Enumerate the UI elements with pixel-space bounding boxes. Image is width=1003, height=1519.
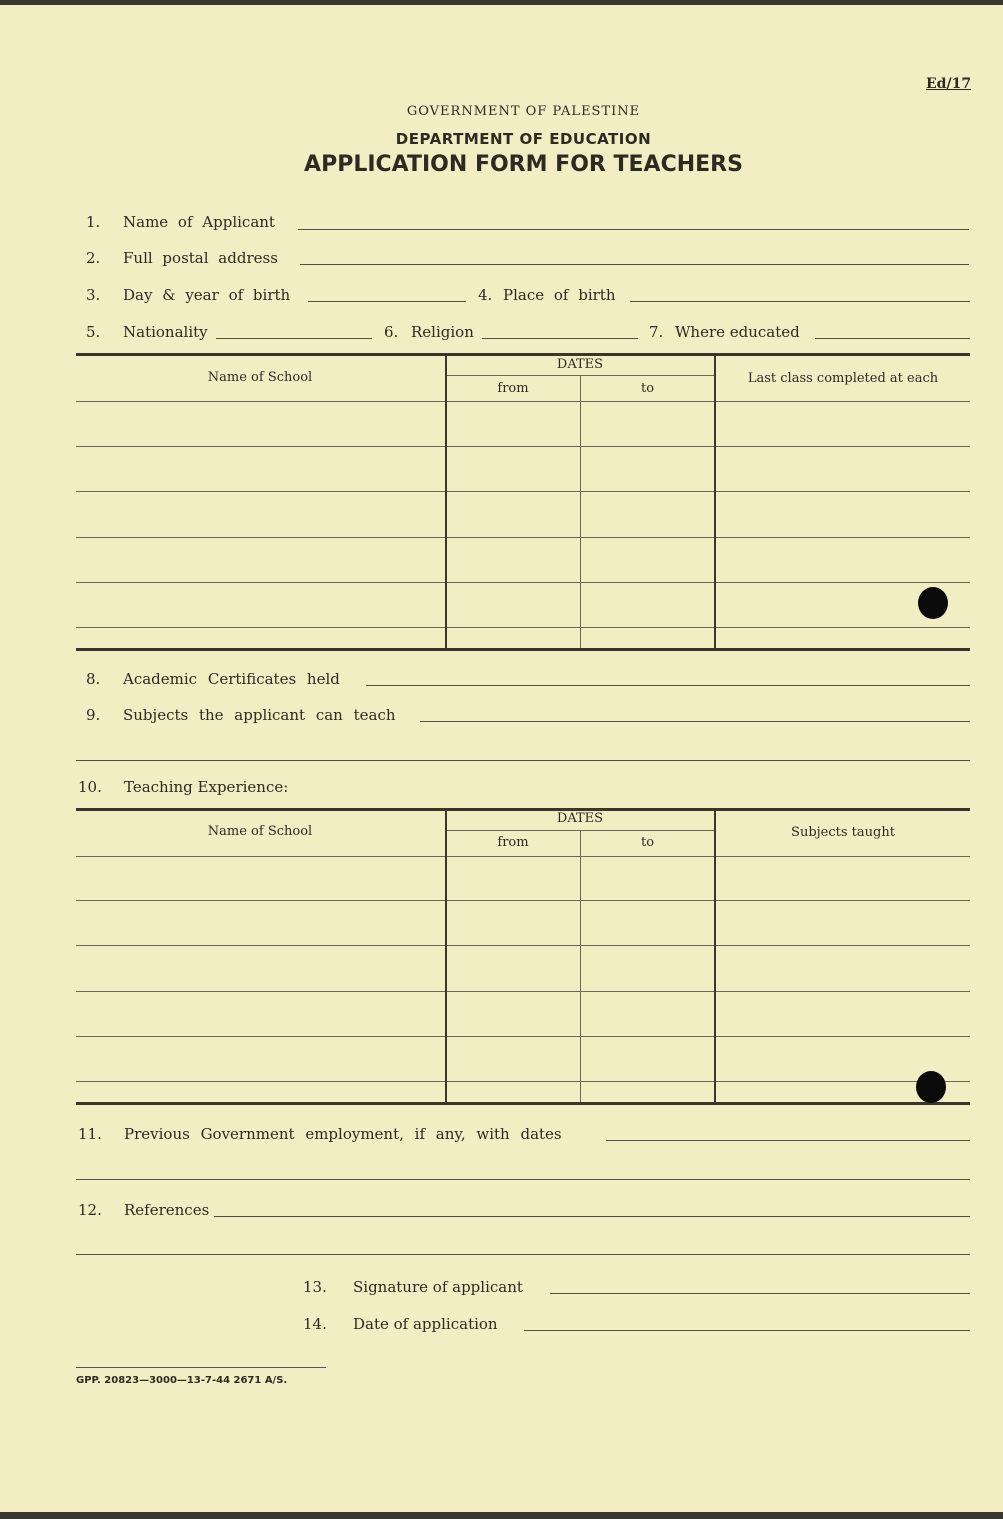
field-11-line-2[interactable] [76, 1179, 970, 1180]
table2-header-dates: DATES [556, 811, 604, 826]
field-7-line[interactable] [815, 338, 970, 339]
table1-header-school: Name of School [207, 370, 313, 385]
footer-rule [76, 1367, 326, 1368]
field-5-line[interactable] [216, 338, 372, 339]
field-1-line[interactable] [298, 229, 969, 230]
form-number: Ed/17 [926, 76, 972, 92]
field-4-number: 4. [478, 286, 493, 304]
field-4-line[interactable] [630, 301, 970, 302]
field-5-label: Nationality [123, 323, 208, 341]
field-11-line[interactable] [606, 1140, 970, 1141]
table2-header-to: to [640, 835, 655, 850]
field-9-label: Subjects the applicant can teach [123, 706, 396, 724]
field-2-line[interactable] [300, 264, 969, 265]
punch-hole [918, 587, 948, 619]
header-government: GOVERNMENT OF PALESTINE [406, 104, 641, 119]
field-13-number: 13. [303, 1278, 327, 1296]
field-12-label: References [124, 1201, 210, 1219]
punch-hole [916, 1071, 946, 1103]
field-12-line-2[interactable] [76, 1254, 970, 1255]
field-8-line[interactable] [366, 685, 970, 686]
field-9-line[interactable] [420, 721, 970, 722]
table2-row-rule [76, 1081, 970, 1082]
field-4-label: Place of birth [503, 286, 616, 304]
header-department: DEPARTMENT OF EDUCATION [395, 130, 652, 148]
table2-row-rule [76, 900, 970, 901]
table1-bottom-rule [76, 648, 970, 651]
field-11-number: 11. [78, 1125, 102, 1143]
field-12-line[interactable] [214, 1216, 970, 1217]
field-11-label: Previous Government employment, if any, with dates [124, 1125, 562, 1143]
table2-row-rule [76, 945, 970, 946]
field-9-line-2[interactable] [76, 760, 970, 761]
table1-header-from: from [497, 381, 529, 396]
table1-row-rule [76, 446, 970, 447]
form-title: APPLICATION FORM FOR TEACHERS [304, 152, 743, 177]
field-3-number: 3. [86, 286, 101, 304]
field-6-number: 6. [384, 323, 399, 341]
table1-header-dates: DATES [556, 357, 604, 372]
table2-header-from: from [497, 835, 529, 850]
table2-col-divider [580, 831, 581, 1102]
table2-col-divider [714, 810, 716, 1102]
table1-row-rule [76, 537, 970, 538]
field-13-line[interactable] [550, 1293, 970, 1294]
field-10-label: Teaching Experience: [124, 778, 289, 796]
table2-row-rule [76, 1036, 970, 1037]
printer-code: GPP. 20823—3000—13-7-44 2671 A/S. [76, 1375, 288, 1386]
field-14-line[interactable] [524, 1330, 970, 1331]
field-2-number: 2. [86, 249, 101, 267]
table1-header-to: to [640, 381, 655, 396]
field-14-number: 14. [303, 1315, 327, 1333]
table1-row-rule [76, 582, 970, 583]
table2-header-subjects: Subjects taught [791, 825, 895, 840]
table2-row-rule [76, 991, 970, 992]
field-6-label: Religion [411, 323, 474, 341]
field-14-label: Date of application [353, 1315, 498, 1333]
field-12-number: 12. [78, 1201, 102, 1219]
field-10-number: 10. [78, 778, 102, 796]
table1-top-rule [76, 353, 970, 356]
field-1-label: Name of Applicant [123, 213, 275, 231]
field-7-label: Where educated [675, 323, 800, 341]
bottom-border [0, 1512, 1003, 1519]
table2-header-rule [76, 856, 970, 857]
field-8-label: Academic Certificates held [123, 670, 340, 688]
field-3-label: Day & year of birth [123, 286, 291, 304]
table2-bottom-rule [76, 1102, 970, 1105]
top-border [0, 0, 1003, 5]
field-13-label: Signature of applicant [353, 1278, 523, 1296]
field-1-number: 1. [86, 213, 101, 231]
table1-header-last-class: Last class completed at each [747, 371, 939, 386]
table2-col-divider [445, 810, 447, 1102]
field-6-line[interactable] [482, 338, 638, 339]
table1-col-divider [445, 355, 447, 648]
field-9-number: 9. [86, 706, 101, 724]
table1-row-rule [76, 627, 970, 628]
table1-row-rule [76, 491, 970, 492]
table1-col-divider [714, 355, 716, 648]
field-2-label: Full postal address [123, 249, 278, 267]
field-5-number: 5. [86, 323, 101, 341]
field-8-number: 8. [86, 670, 101, 688]
field-3-line[interactable] [308, 301, 466, 302]
table1-col-divider [580, 376, 581, 648]
table2-header-school: Name of School [207, 824, 313, 839]
table1-header-rule [76, 401, 970, 402]
field-7-number: 7. [649, 323, 664, 341]
